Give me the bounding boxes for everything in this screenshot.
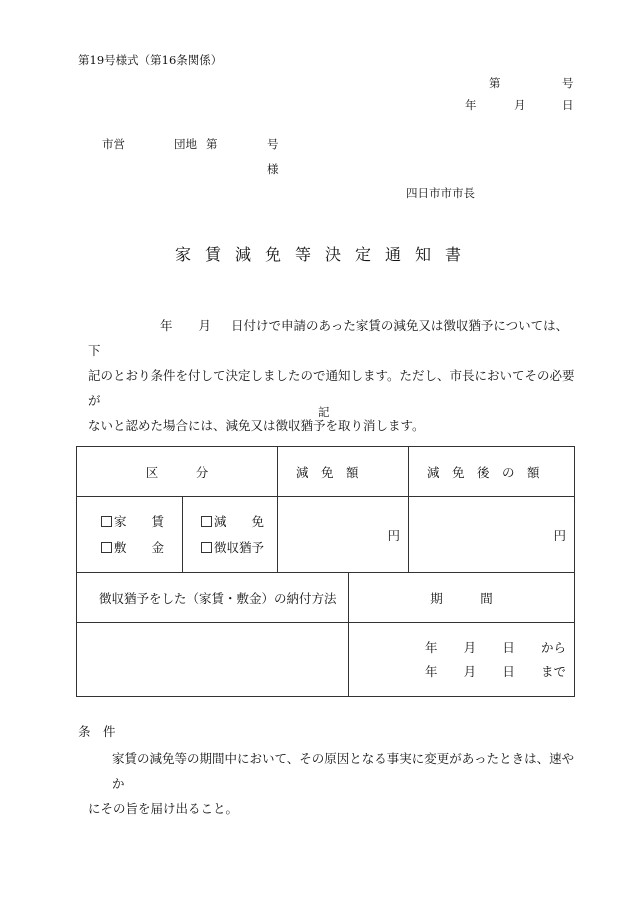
checkbox-deferral[interactable]	[201, 542, 212, 553]
period-cell	[349, 623, 575, 697]
period-header: 期 間	[349, 573, 575, 623]
option-reduction: 減 免	[201, 509, 277, 535]
category-header: 区 分	[77, 447, 278, 497]
period-from: 年 月 日 から	[425, 639, 566, 655]
option-deposit: 敷 金	[101, 535, 182, 561]
decision-table	[76, 446, 575, 697]
yen-label-1: 円	[387, 527, 401, 543]
option-rent: 家 賃	[101, 509, 182, 535]
option-deferral: 徴収猶予	[201, 535, 277, 561]
doc-no-suffix: 号	[562, 76, 574, 90]
yen-label-2: 円	[553, 527, 567, 543]
recipient-no-prefix: 第	[206, 137, 218, 151]
body-line-3: ないと認めた場合には、減免又は徴収猶予を取り消します。	[88, 418, 425, 433]
conditions-heading: 条 件	[78, 724, 116, 739]
page-title: 家賃減免等決定通知書	[175, 245, 476, 264]
ki-label: 記	[318, 405, 330, 419]
recipient-city: 市営	[102, 137, 125, 151]
checkbox-rent[interactable]	[101, 516, 112, 527]
date-day: 日	[562, 98, 574, 112]
reduction-amount-cell	[278, 497, 409, 573]
date-year: 年	[465, 98, 477, 112]
date-month: 月	[514, 98, 526, 112]
payment-method-cell	[77, 623, 349, 697]
notice-body	[88, 313, 578, 438]
conditions-line-2: にその旨を届け出ること。	[88, 801, 239, 816]
payment-method-header: 徴収猶予をした（家賃・敷金）の納付方法	[77, 573, 349, 623]
form-number: 第19号様式（第16条関係）	[78, 53, 223, 67]
body-line-1	[88, 313, 578, 363]
recipient-no-suffix: 号	[267, 137, 279, 151]
after-amount-cell	[409, 497, 575, 573]
recipient-complex: 団地	[174, 137, 197, 151]
body-line-1-text: 日付けで申請のあった家賃の減免又は徴収猶予については、下	[88, 318, 569, 358]
doc-no-prefix: 第	[489, 76, 501, 90]
amount-header: 減 免 額	[278, 447, 409, 497]
recipient-honorific: 様	[267, 162, 279, 176]
body-month: 月	[198, 318, 212, 333]
action-options-cell	[183, 497, 278, 573]
after-amount-header: 減 免 後 の 額	[409, 447, 575, 497]
checkbox-reduction[interactable]	[201, 516, 212, 527]
body-line-2: 記のとおり条件を付して決定しましたので通知します。ただし、市長においてその必要が	[88, 368, 575, 408]
period-to: 年 月 日 まで	[425, 663, 566, 679]
type-options-cell	[77, 497, 183, 573]
conditions-line-1: 家賃の減免等の期間中において、その原因となる事実に変更があったときは、速やか	[112, 751, 575, 791]
body-year: 年	[160, 318, 173, 333]
checkbox-deposit[interactable]	[101, 542, 112, 553]
issuer: 四日市市市長	[406, 186, 475, 200]
conditions-body	[88, 746, 578, 821]
